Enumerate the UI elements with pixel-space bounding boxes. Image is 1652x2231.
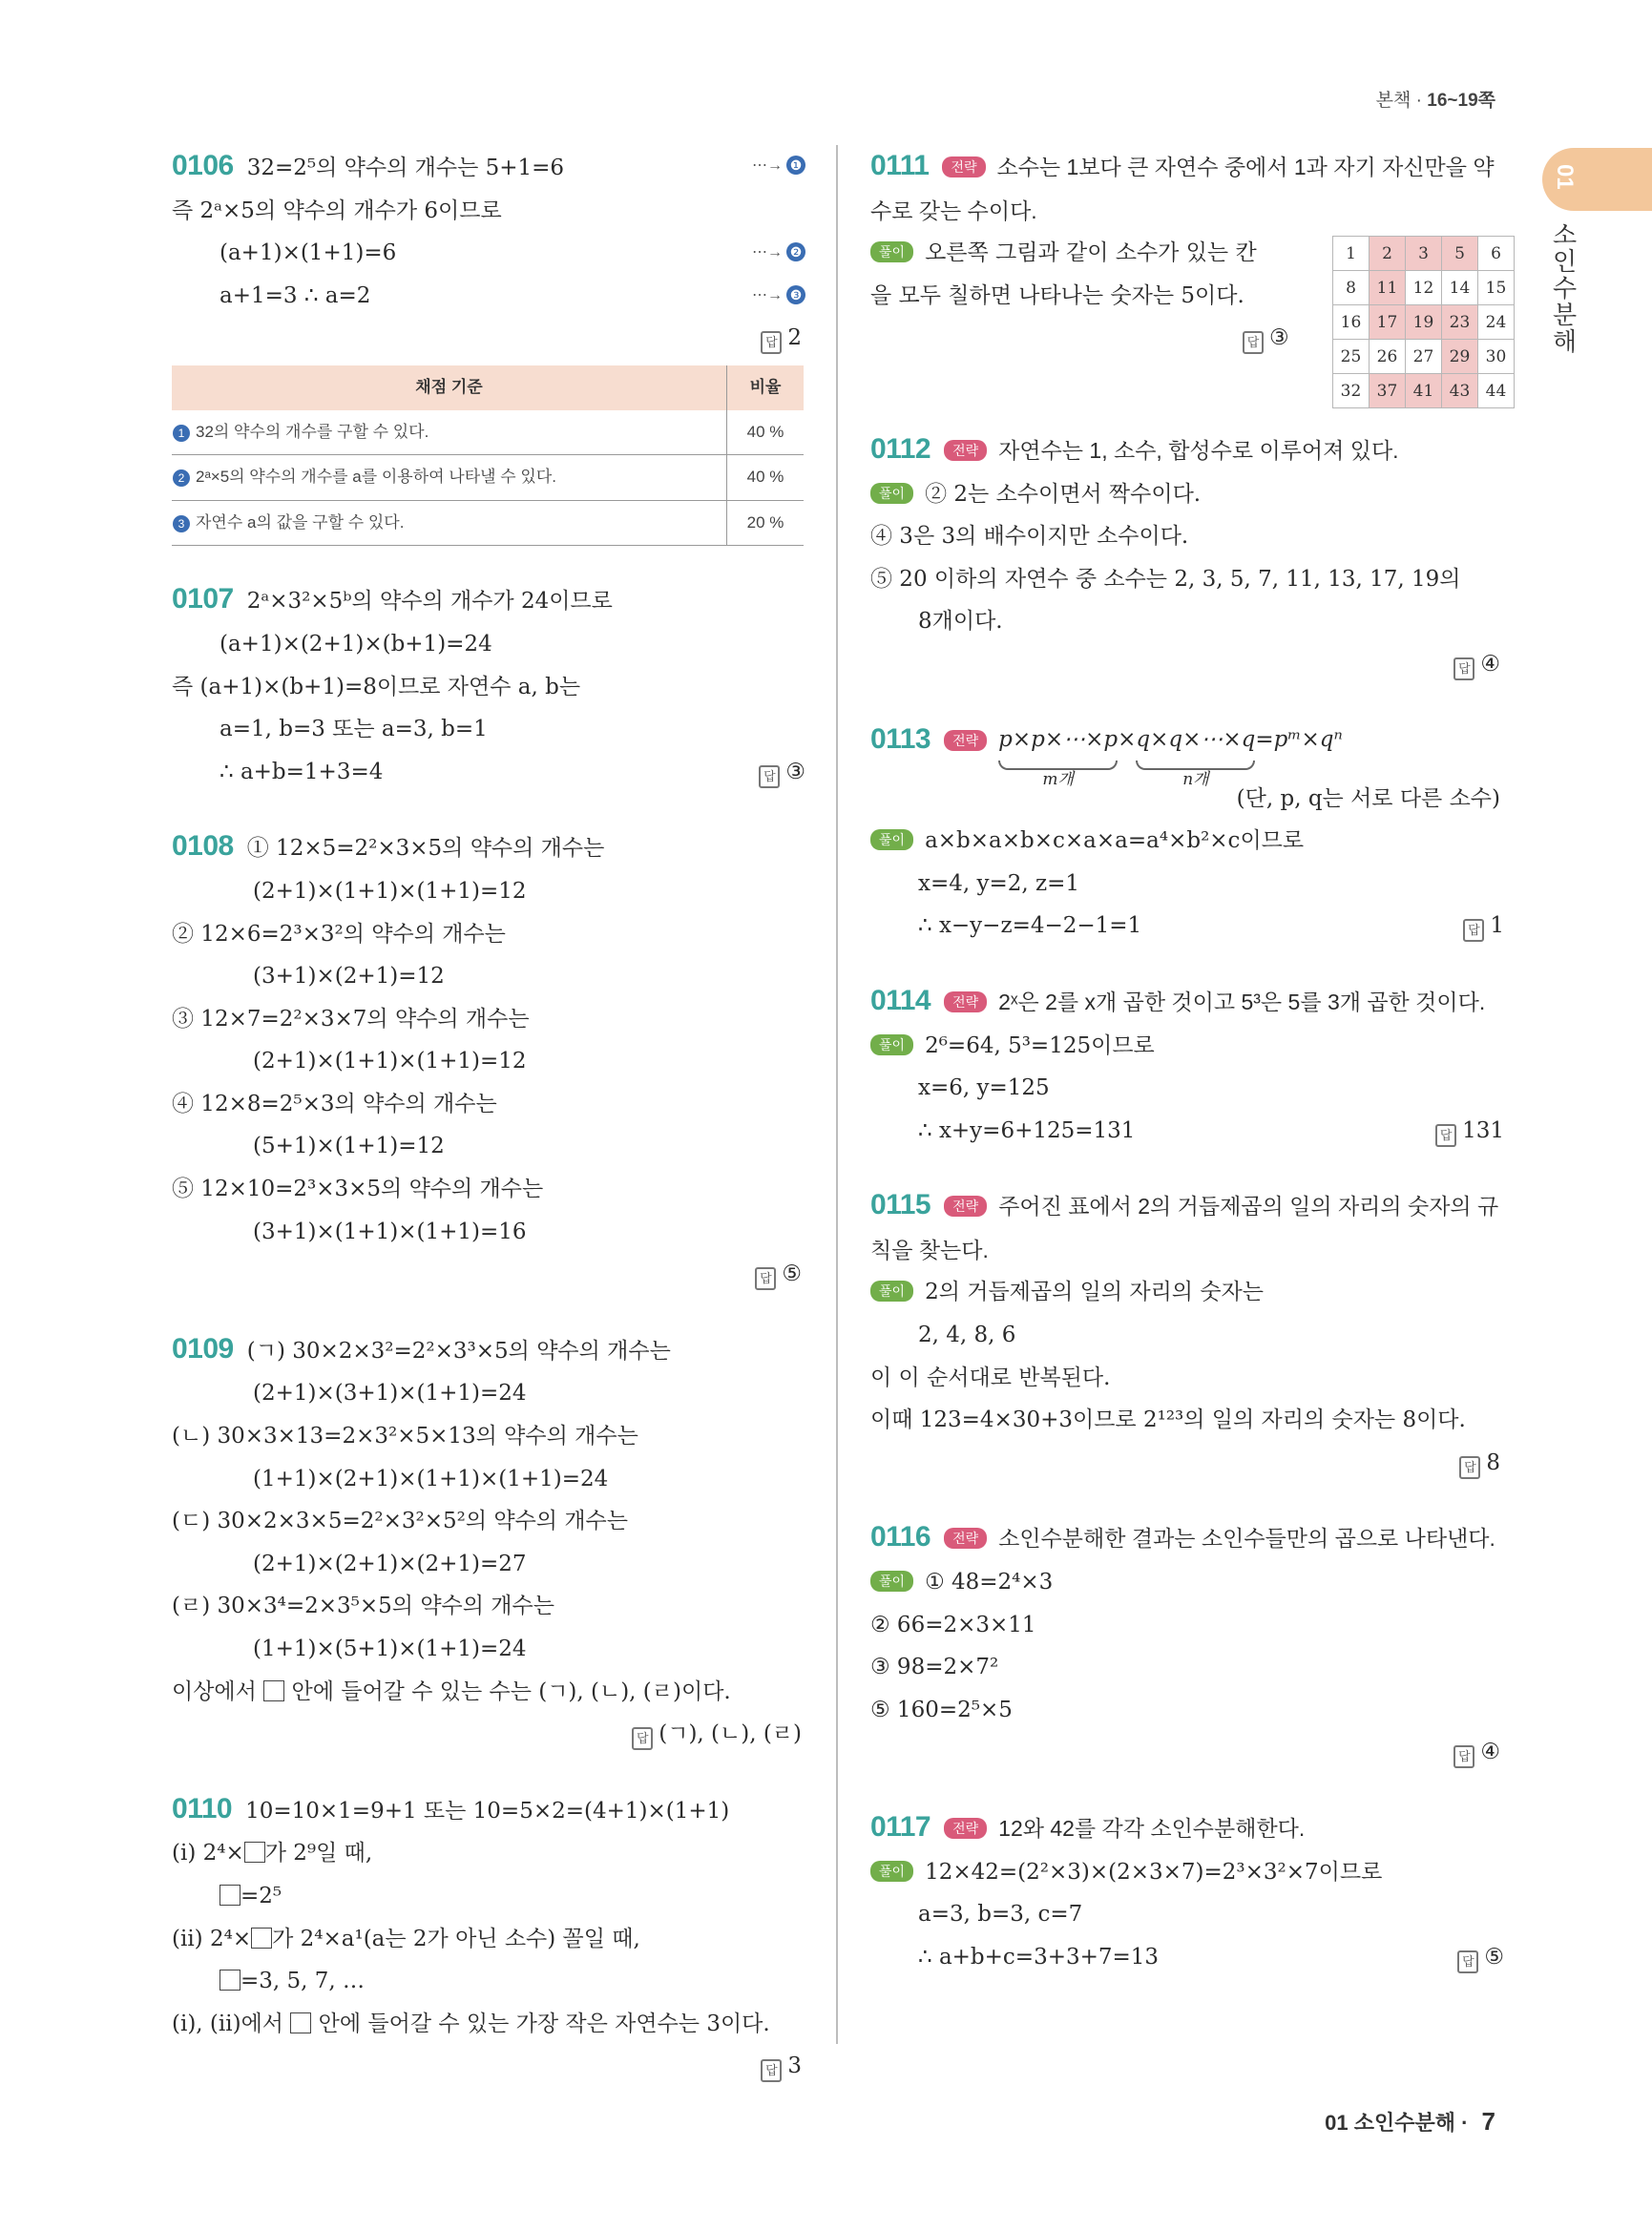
criteria-row: 2 2ᵃ×5의 약수의 개수를 a를 이용하여 나타낼 수 있다. 40 %	[172, 455, 804, 501]
ratio-header: 비율	[727, 365, 805, 410]
grid-cell: 44	[1478, 374, 1515, 408]
criteria-row: 3 자연수 a의 값을 구할 수 있다. 20 %	[172, 500, 804, 546]
grid-cell-prime: 41	[1406, 374, 1442, 408]
solution-line: 2ᵃ×3²×5ᵇ의 약수의 개수가 24이므로	[246, 589, 613, 615]
answer: 답 ③	[870, 317, 1504, 360]
problem-0116	[870, 1516, 1504, 1774]
strategy-text: 12와 42를 각각 소인수분해한다.	[998, 1816, 1306, 1841]
grid-cell: 16	[1333, 305, 1370, 340]
problem-number: 0111	[870, 150, 930, 181]
solution-line: (ㄴ) 30×3×13=2×3²×5×13의 약수의 개수는	[172, 1424, 638, 1449]
grid-cell-prime: 3	[1406, 237, 1442, 271]
problem-number: 0106	[172, 150, 234, 181]
solution-line: 즉 (a+1)×(b+1)=8이므로 자연수 a, b는	[172, 674, 581, 699]
grid-cell: 8	[1333, 271, 1370, 305]
grid-cell: 32	[1333, 374, 1370, 408]
answer: 답 ⑤	[172, 1253, 805, 1296]
problem-0106	[172, 145, 805, 546]
page-footer: 01 소인수분해 · 7	[1325, 2107, 1495, 2136]
answer: 답 8	[870, 1442, 1504, 1485]
solution-line: 오른쪽 그림과 같이 소수가 있는 칸	[925, 240, 1257, 266]
answer-icon: 답	[1453, 1745, 1474, 1768]
problem-number: 0114	[870, 984, 931, 1016]
blank-box	[263, 1680, 284, 1701]
solution-line: a=1, b=3 또는 a=3, b=1	[220, 717, 488, 742]
answer-icon: 답	[1243, 331, 1264, 354]
strategy-badge: 전략	[944, 1196, 987, 1217]
solution-line: (ⅱ) 2⁴× 가 2⁴×a¹(a는 2가 아닌 소수) 꼴일 때,	[172, 1926, 640, 1951]
grid-cell: 6	[1478, 237, 1515, 271]
grid-row	[1333, 305, 1515, 340]
solution-line: x=4, y=2, z=1	[918, 870, 1080, 896]
step-marker: ⋯→ ❶	[752, 145, 805, 188]
strategy-text: 소수는 1보다 큰 자연수 중에서 1과 자기 자신만을 약	[996, 155, 1495, 179]
solution-line: ③ 98=2×7²	[870, 1655, 999, 1680]
solution-line: 12×42=(2²×3)×(2×3×7)=2³×3²×7이므로	[925, 1859, 1383, 1885]
problem-number: 0108	[172, 830, 234, 863]
solution-line: (ⅰ) 2⁴× 가 2⁹일 때,	[172, 1841, 373, 1866]
problem-number: 0116	[870, 1521, 931, 1553]
problem-0107	[172, 578, 805, 793]
solution-line: 2⁶=64, 5³=125이므로	[925, 1032, 1155, 1058]
answer-icon: 답	[1453, 657, 1474, 680]
solution-line: 8개이다.	[918, 609, 1003, 635]
solution-line: =3, 5, 7, …	[172, 1960, 805, 2003]
grid-row	[1333, 374, 1515, 408]
chapter-tab-title: 소인수분해	[1549, 221, 1578, 355]
strategy-text: 자연수는 1, 소수, 합성수로 이루어져 있다.	[998, 437, 1399, 463]
book-label: 본책	[1375, 91, 1412, 111]
problem-number: 0110	[172, 1792, 233, 1824]
answer: 답 3	[172, 2045, 805, 2088]
grid-cell: 26	[1370, 340, 1406, 374]
solution-line: ① 48=2⁴×3	[925, 1570, 1054, 1595]
underbrace-p: p×p×⋯×p m개	[998, 726, 1119, 789]
solution-line: a=3, b=3, c=7	[918, 1902, 1083, 1928]
grid-cell: 27	[1406, 340, 1442, 374]
solution-line: 2, 4, 8, 6	[918, 1323, 1016, 1348]
solution-badge: 풀이	[870, 1281, 913, 1302]
solution-line: 32=2⁵의 약수의 개수는 5+1=6	[246, 156, 565, 180]
answer-icon: 답	[1435, 1124, 1456, 1147]
solution-line: x=6, y=125	[918, 1075, 1050, 1101]
solution-line: (2+1)×(3+1)×(1+1)=24	[253, 1381, 527, 1407]
solution-line: (3+1)×(2+1)=12	[253, 964, 445, 990]
criteria-header: 채점 기준	[172, 365, 727, 410]
grid-cell: 25	[1333, 340, 1370, 374]
solution-line: (ㄷ) 30×2×3×5=2²×3²×5²의 약수의 개수는	[172, 1509, 628, 1534]
solution-line: ⑤ 160=2⁵×5	[870, 1697, 1013, 1722]
problem-0117	[870, 1806, 1504, 1978]
blank-box	[220, 1970, 240, 1991]
strategy-badge: 전략	[944, 730, 987, 751]
solution-line: (1+1)×(2+1)×(1+1)×(1+1)=24	[253, 1466, 609, 1491]
solution-line: ∴ a+b=1+3=4 답 ③	[172, 751, 805, 794]
grading-criteria-table	[172, 365, 804, 546]
problem-number: 0112	[870, 432, 931, 465]
solution-line: ⑤ 20 이하의 자연수 중 소수는 2, 3, 5, 7, 11, 13, 17, 19의	[870, 566, 1461, 592]
solution-line: (3+1)×(1+1)×(1+1)=16	[253, 1219, 527, 1244]
solution-line: a+1=3 ∴ a=2	[220, 282, 371, 308]
solution-line: ③ 12×7=2²×3×7의 약수의 개수는	[172, 1006, 530, 1032]
strategy-text: 수로 갖는 수이다.	[870, 198, 1037, 223]
grid-cell-prime: 5	[1442, 237, 1478, 271]
grid-cell: 14	[1442, 271, 1478, 305]
problem-0115	[870, 1184, 1504, 1484]
solution-line: (ㄹ) 30×3⁴=2×3⁵×5의 약수의 개수는	[172, 1594, 554, 1619]
answer-icon: 답	[632, 1727, 653, 1750]
page-number: 7	[1481, 2107, 1495, 2136]
solution-line: ∴ x−y−z=4−2−1=1 답 1	[870, 905, 1504, 948]
solution-line: 을 모두 칠하면 나타나는 숫자는 5이다.	[870, 282, 1244, 308]
solution-badge: 풀이	[870, 241, 913, 262]
answer: 답 ④	[870, 1731, 1504, 1774]
grid-row	[1333, 237, 1515, 271]
step-marker: ⋯→ ❸	[752, 275, 805, 318]
strategy-badge: 전략	[944, 1818, 987, 1839]
solution-badge: 풀이	[870, 1571, 913, 1592]
solution-line: (2+1)×(1+1)×(1+1)=12	[253, 878, 527, 904]
grid-cell-prime: 23	[1442, 305, 1478, 340]
solution-line: 이상에서 안에 들어갈 수 있는 수는 (ㄱ), (ㄴ), (ㄹ)이다.	[172, 1678, 731, 1704]
solution-line: a×b×a×b×c×a×a=a⁴×b²×c이므로	[925, 828, 1305, 854]
step-marker: ⋯→ ❷	[752, 232, 805, 275]
answer-icon: 답	[761, 331, 782, 354]
answer-icon: 답	[761, 2059, 782, 2082]
solution-line: ④ 3은 3의 배수이지만 소수이다.	[870, 524, 1189, 550]
problem-0108	[172, 825, 805, 1296]
solution-line: (ㄱ) 30×2×3²=2²×3³×5의 약수의 개수는	[246, 1338, 671, 1364]
solution-line: =2⁵	[172, 1875, 805, 1918]
problem-0112	[870, 428, 1504, 686]
answer-icon: 답	[755, 1267, 776, 1290]
page-range: 16~19쪽	[1427, 91, 1495, 111]
blank-box	[251, 1928, 272, 1949]
footer-chapter: 01 소인수분해	[1325, 2111, 1455, 2135]
strategy-text: 소인수분해한 결과는 소인수들만의 곱으로 나타낸다.	[998, 1526, 1495, 1552]
problem-0114	[870, 980, 1504, 1152]
solution-badge: 풀이	[870, 1034, 913, 1055]
grid-cell-prime: 19	[1406, 305, 1442, 340]
underbrace-q: q×q×⋯×q n개	[1136, 726, 1256, 789]
problem-number: 0115	[870, 1189, 931, 1221]
strategy-badge: 전략	[944, 440, 987, 461]
solution-line: 즉 2ᵃ×5의 약수의 개수가 6이므로	[172, 198, 502, 223]
solution-line: 10=10×1=9+1 또는 10=5×2=(4+1)×(1+1)	[245, 1798, 730, 1824]
problem-number: 0113	[870, 722, 931, 755]
solution-line: ② 66=2×3×11	[870, 1612, 1036, 1637]
answer: 답 ④	[870, 643, 1504, 686]
strategy-text: 주어진 표에서 2의 거듭제곱의 일의 자리의 숫자의 규	[998, 1194, 1499, 1220]
problem-number: 0109	[172, 1332, 234, 1365]
strategy-text: 칙을 찾는다.	[870, 1237, 989, 1262]
grid-cell-prime: 17	[1370, 305, 1406, 340]
grid-cell-prime: 37	[1370, 374, 1406, 408]
problem-number: 0107	[172, 583, 234, 615]
criteria-row: 1 32의 약수의 개수를 구할 수 있다. 40 %	[172, 410, 804, 455]
grid-cell: 1	[1333, 237, 1370, 271]
right-column	[870, 145, 1504, 1978]
grid-cell: 15	[1478, 271, 1515, 305]
strategy-badge: 전략	[942, 156, 985, 177]
solution-badge: 풀이	[870, 829, 913, 850]
solution-line: ∴ x+y=6+125=131 답 131	[870, 1110, 1504, 1153]
grid-cell: 30	[1478, 340, 1515, 374]
prime-number-grid	[1332, 236, 1515, 408]
strategy-badge: 전략	[944, 1528, 987, 1549]
page-header: 본책 · 16~19쪽	[1375, 91, 1495, 111]
problem-number: 0117	[870, 1811, 931, 1843]
grid-cell-prime: 11	[1370, 271, 1406, 305]
grid-row	[1333, 340, 1515, 374]
problem-0113: 0113 전략 p×p×⋯×p m개 × q×q×⋯×q n개 =pᵐ×qⁿ (단, p, q는 서로 다른 소수) 풀이 a×b×a×b×c×a×a=a⁴×b²×c이므로 x=4, y=2, z=1 ∴ x−y−z=4−2−1=1 답 1	[870, 719, 1504, 948]
solution-line: 이 이 순서대로 반복된다.	[870, 1365, 1111, 1390]
solution-line: (1+1)×(5+1)×(1+1)=24	[253, 1637, 527, 1661]
blank-box	[220, 1885, 240, 1906]
grid-row	[1333, 271, 1515, 305]
solution-line: (2+1)×(1+1)×(1+1)=12	[253, 1049, 527, 1074]
answer-icon: 답	[1459, 1456, 1480, 1479]
solution-line: ④ 12×8=2⁵×3의 약수의 개수는	[172, 1091, 497, 1116]
problem-0109	[172, 1328, 805, 1756]
answer: 답 (ㄱ), (ㄴ), (ㄹ)	[172, 1713, 805, 1756]
grid-cell-prime: 29	[1442, 340, 1478, 374]
problem-0110	[172, 1788, 805, 2088]
grid-cell: 24	[1478, 305, 1515, 340]
strategy-text: 2ˣ은 2를 x개 곱한 것이고 5³은 5를 3개 곱한 것이다.	[998, 989, 1486, 1014]
strategy-badge: 전략	[944, 991, 987, 1012]
answer: 답 2	[172, 317, 805, 360]
solution-line: ② 12×6=2³×3²의 약수의 개수는	[172, 921, 506, 947]
solution-line: (5+1)×(1+1)=12	[253, 1134, 445, 1159]
solution-badge: 풀이	[870, 483, 913, 504]
grid-cell-prime: 43	[1442, 374, 1478, 408]
solution-line: ∴ a+b+c=3+3+7=13 답 ⑤	[870, 1936, 1504, 1979]
solution-line: ① 12×5=2²×3×5의 약수의 개수는	[246, 836, 605, 862]
blank-box	[244, 1842, 265, 1863]
note-text: (단, p, q는 서로 다른 소수)	[1236, 785, 1500, 811]
solution-line: ⑤ 12×10=2³×3×5의 약수의 개수는	[172, 1177, 544, 1202]
grid-cell: 12	[1406, 271, 1442, 305]
chapter-tab-number: 01	[1552, 164, 1578, 190]
solution-line: (2+1)×(2+1)×(2+1)=27	[253, 1551, 527, 1576]
answer-icon: 답	[1463, 919, 1484, 942]
blank-box	[290, 2012, 311, 2033]
solution-line: (a+1)×(1+1)=6	[220, 240, 397, 266]
solution-line: 2의 거듭제곱의 일의 자리의 숫자는	[925, 1280, 1264, 1305]
answer-icon: 답	[1457, 1950, 1478, 1973]
column-divider	[836, 145, 838, 2044]
solution-line: 이때 123=4×30+3이므로 2¹²³의 일의 자리의 숫자는 8이다.	[870, 1407, 1466, 1433]
solution-badge: 풀이	[870, 1861, 913, 1882]
grid-cell-prime: 2	[1370, 237, 1406, 271]
solution-line: ② 2는 소수이면서 짝수이다.	[925, 481, 1202, 507]
answer-icon: 답	[759, 765, 780, 788]
left-column	[172, 145, 805, 2088]
solution-line: (ⅰ), (ⅱ)에서 안에 들어갈 수 있는 가장 작은 자연수는 3이다.	[172, 2011, 770, 2036]
solution-line: (a+1)×(2+1)×(b+1)=24	[220, 631, 492, 657]
